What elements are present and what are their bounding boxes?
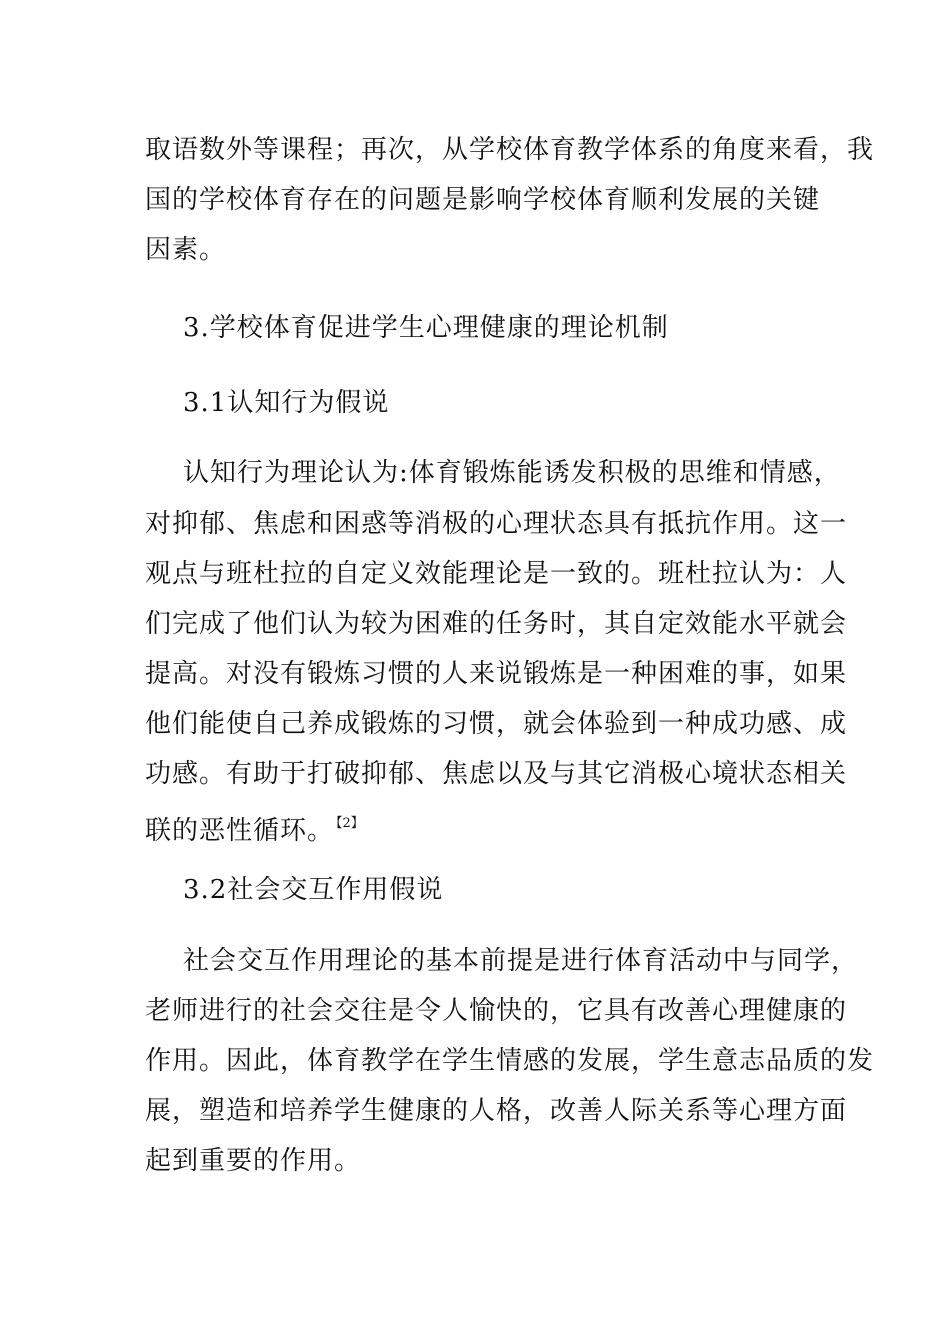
paragraph-line: 认知行为理论认为:体育锻炼能诱发积极的思维和情感， [183,458,841,488]
citation-ref[interactable]: 【2】 [336,816,364,831]
paragraph-line: 作用。因此，体育教学在学生情感的发展，学生意志品质的发 [145,1046,875,1076]
paragraph-line: 社会交互作用理论的基本前提是进行体育活动中与同学， [183,946,859,976]
paragraph-line: 展，塑造和培养学生健康的人格，改善人际关系等心理方面 [145,1096,848,1126]
section-heading: 3.学校体育促进学生心理健康的理论机制 [183,313,669,343]
subsection-heading: 3.2社会交互作用假说 [183,875,444,905]
paragraph-line: 老师进行的社会交往是令人愉快的，它具有改善心理健康的 [145,996,848,1026]
paragraph-line: 们完成了他们认为较为困难的任务时，其自定效能水平就会 [145,609,848,639]
paragraph-line: 对抑郁、焦虑和困惑等消极的心理状态具有抵抗作用。这一 [145,509,848,539]
paragraph-text: 联的恶性循环。 [145,816,335,846]
paragraph-line: 国的学校体育存在的问题是影响学校体育顺利发展的关键 [145,185,821,215]
paragraph-line: 观点与班杜拉的自定义效能理论是一致的。班杜拉认为：人 [145,559,848,589]
paragraph-line: 提高。对没有锻炼习惯的人来说锻炼是一种困难的事，如果 [145,659,848,689]
paragraph-line: 起到重要的作用。 [145,1146,362,1176]
paragraph-line: 取语数外等课程；再次，从学校体育教学体系的角度来看，我 [145,135,875,165]
paragraph-line: 他们能使自己养成锻炼的习惯，就会体验到一种成功感、成 [145,709,848,739]
paragraph-line-with-ref [145,808,364,847]
subsection-heading: 3.1认知行为假说 [183,388,390,418]
paragraph-line: 因素。 [145,235,227,265]
paragraph-line: 功感。有助于打破抑郁、焦虑以及与其它消极心境状态相关 [145,759,848,789]
